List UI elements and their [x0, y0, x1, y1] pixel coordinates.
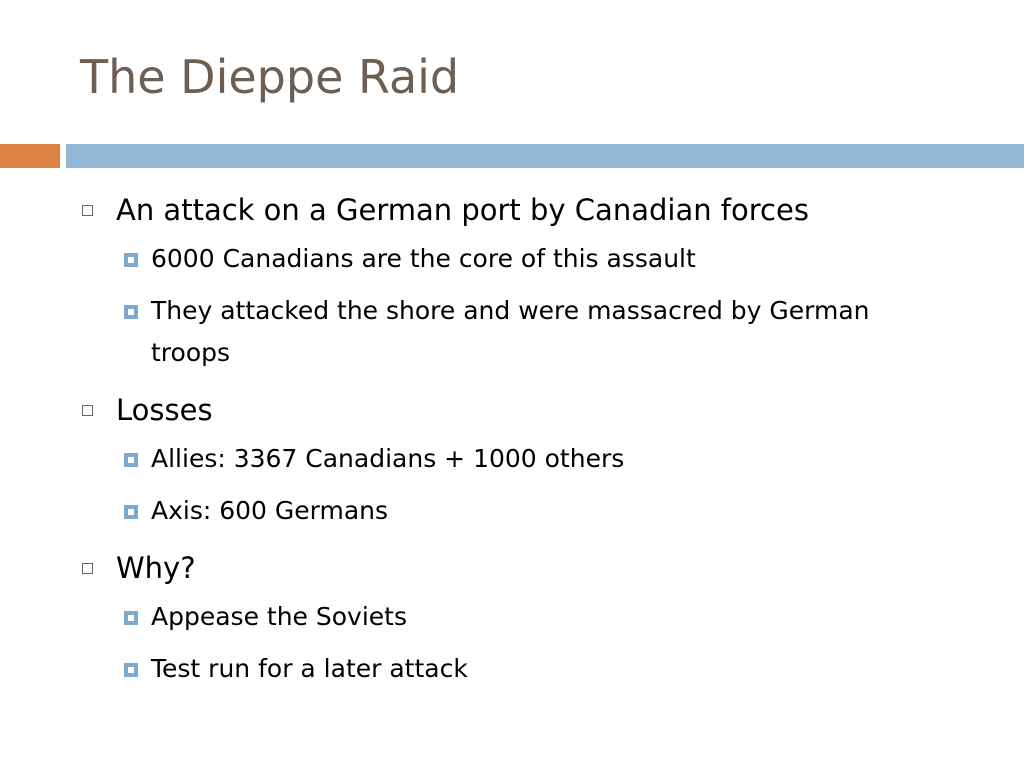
blue-square-bullet-icon	[124, 453, 138, 467]
blue-square-bullet-icon	[124, 611, 138, 625]
blue-square-bullet-icon	[124, 505, 138, 519]
bullet-list	[82, 190, 1002, 706]
sub-bullet-item	[124, 648, 911, 690]
bullet-text: Why?	[116, 551, 196, 585]
hollow-square-bullet-icon	[82, 205, 93, 216]
sub-bullet-text: 6000 Canadians are the core of this assault	[151, 244, 696, 273]
sub-bullet-text: Appease the Soviets	[151, 602, 407, 631]
sub-bullet-text: Axis: 600 Germans	[151, 496, 389, 525]
bullet-text: An attack on a German port by Canadian forces	[116, 193, 809, 227]
sub-bullet-text: They attacked the shore and were massacred by German troops	[151, 296, 870, 367]
hollow-square-bullet-icon	[82, 563, 93, 574]
bullet-text: Losses	[116, 393, 213, 427]
hollow-square-bullet-icon	[82, 405, 93, 416]
sub-bullet-item	[124, 290, 911, 374]
blue-square-bullet-icon	[124, 305, 138, 319]
blue-square-bullet-icon	[124, 253, 138, 267]
slide-title: The Dieppe Raid	[80, 50, 460, 104]
sub-bullet-item	[124, 438, 911, 480]
sub-bullet-item	[124, 596, 911, 638]
sub-bullet-item	[124, 238, 911, 280]
blue-square-bullet-icon	[124, 663, 138, 677]
sub-bullet-text: Test run for a later attack	[151, 654, 468, 683]
bullet-item	[82, 190, 1002, 230]
accent-bar-blue	[66, 144, 1024, 168]
sub-bullet-item	[124, 490, 911, 532]
accent-bar-orange	[0, 144, 60, 168]
sub-bullet-text: Allies: 3367 Canadians + 1000 others	[151, 444, 625, 473]
bullet-item	[82, 390, 1002, 430]
bullet-item	[82, 548, 1002, 588]
